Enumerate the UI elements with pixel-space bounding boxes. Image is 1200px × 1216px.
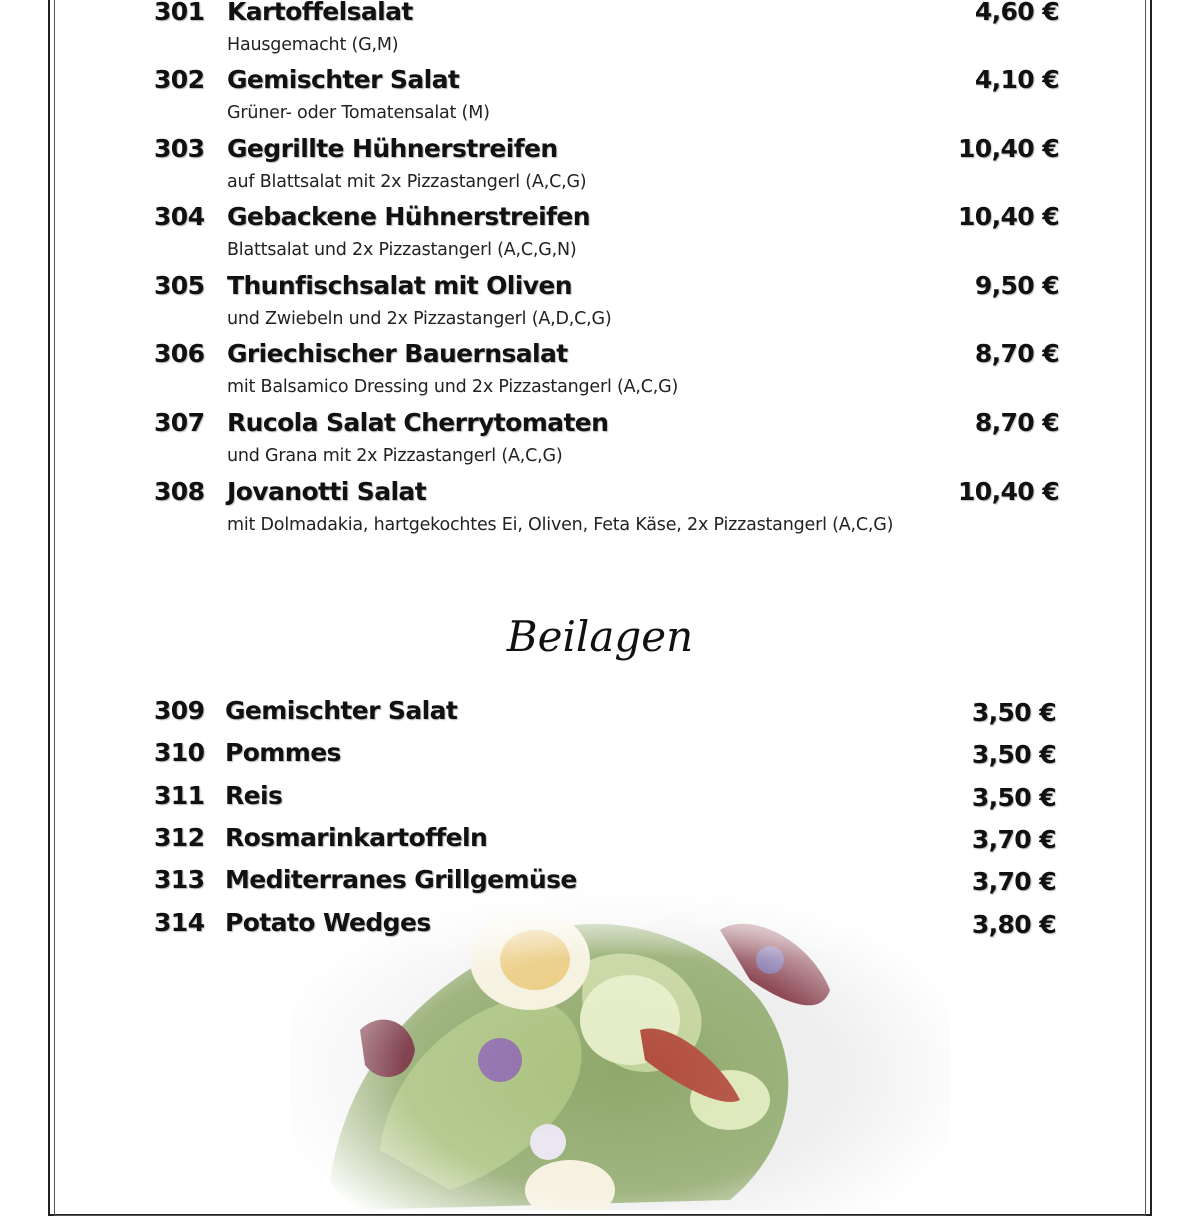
item-description: und Zwiebeln und 2x Pizzastangerl (A,D,C,G) (227, 309, 612, 329)
item-number: 313 (154, 865, 205, 894)
item-description: Blattsalat und 2x Pizzastangerl (A,C,G,N) (227, 240, 577, 260)
item-number: 312 (154, 823, 205, 852)
item-price: 3,80 € (971, 910, 1056, 939)
item-description: und Grana mit 2x Pizzastangerl (A,C,G) (227, 446, 563, 466)
item-price: 8,70 € (974, 408, 1059, 437)
item-name: Gemischter Salat (225, 696, 458, 725)
item-price: 3,70 € (971, 867, 1056, 896)
item-price: 3,50 € (971, 740, 1056, 769)
item-name: Pommes (225, 738, 341, 767)
item-name: Gegrillte Hühnerstreifen (227, 134, 558, 163)
item-name: Rosmarinkartoffeln (225, 823, 488, 852)
item-price: 8,70 € (974, 339, 1059, 368)
item-name: Jovanotti Salat (227, 477, 427, 506)
item-number: 304 (154, 202, 205, 231)
item-number: 306 (154, 339, 205, 368)
item-description: mit Balsamico Dressing und 2x Pizzastangerl (A,C,G) (227, 377, 679, 397)
item-price: 9,50 € (974, 271, 1059, 300)
item-number: 314 (154, 908, 205, 937)
item-name: Griechischer Bauernsalat (227, 339, 568, 368)
item-name: Gebackene Hühnerstreifen (227, 202, 590, 231)
item-number: 305 (154, 271, 205, 300)
item-number: 309 (154, 696, 205, 725)
item-price: 3,50 € (971, 783, 1056, 812)
item-price: 3,50 € (971, 698, 1056, 727)
item-name: Gemischter Salat (227, 65, 460, 94)
section-title-beilagen: Beilagen (506, 612, 694, 661)
item-price: 10,40 € (958, 134, 1059, 163)
item-price: 10,40 € (958, 202, 1059, 231)
item-price: 10,40 € (958, 477, 1059, 506)
item-number: 301 (154, 0, 205, 26)
item-name: Reis (225, 781, 283, 810)
salad-photo (290, 850, 950, 1210)
item-description: mit Dolmadakia, hartgekochtes Ei, Oliven, Feta Käse, 2x Pizzastangerl (A,C,G) (227, 515, 894, 535)
item-number: 310 (154, 738, 205, 767)
item-description: Hausgemacht (G,M) (227, 35, 399, 55)
item-name: Kartoffelsalat (227, 0, 413, 26)
item-number: 308 (154, 477, 205, 506)
item-number: 303 (154, 134, 205, 163)
item-name: Thunfischsalat mit Oliven (227, 271, 572, 300)
item-name: Mediterranes Grillgemüse (225, 865, 577, 894)
item-description: auf Blattsalat mit 2x Pizzastangerl (A,C,G) (227, 172, 587, 192)
item-name: Potato Wedges (225, 908, 431, 937)
item-description: Grüner- oder Tomatensalat (M) (227, 103, 490, 123)
item-price: 3,70 € (971, 825, 1056, 854)
item-number: 307 (154, 408, 205, 437)
item-price: 4,10 € (974, 65, 1059, 94)
item-number: 302 (154, 65, 205, 94)
item-name: Rucola Salat Cherrytomaten (227, 408, 609, 437)
item-price: 4,60 € (974, 0, 1059, 26)
item-number: 311 (154, 781, 205, 810)
